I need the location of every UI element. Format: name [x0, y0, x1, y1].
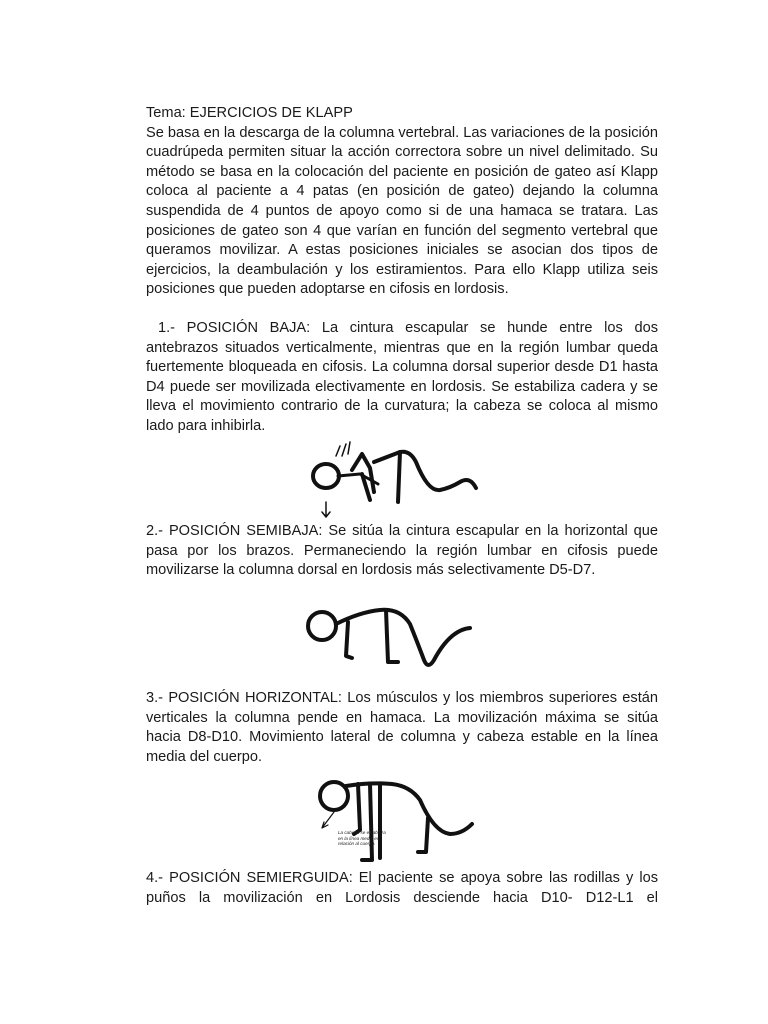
figure-posicion-baja: [300, 440, 510, 520]
figure-caption-note: La cabeza se estabiliza en la línea media en relación al cuerpo.: [338, 830, 386, 847]
intro-block: [146, 104, 658, 300]
figure-posicion-horizontal: [300, 772, 490, 868]
document-title: Tema: EJERCICIOS DE KLAPP: [146, 105, 353, 121]
section-1-paragraph: 1.- POSICIÓN BAJA: La cintura escapular se hunde entre los dos antebrazos situados verticalmente, mientras que en la región lumbar queda fuertemente bloqueada en cifosis. La columna dorsal superior desde D1 hasta D4 puede ser movilizada electivamente en lordosis. Se estabiliza cadera y se lleva el movimiento contrario de la curvatura; la cabeza se coloca al mismo lado para inhibirla.: [146, 320, 658, 434]
section-3-paragraph: 3.- POSICIÓN HORIZONTAL: Los músculos y los miembros superiores están verticales la columna pende en hamaca. La movilización máxima se sitúa hacia D8-D10. Movimiento lateral de columna y cabeza estable en la línea media del cuerpo.: [146, 690, 658, 765]
section-4-paragraph: 4.- POSICIÓN SEMIERGUIDA: El paciente se apoya sobre las rodillas y los puños la movilización en Lordosis desciende hacia D10- D12-L1 el: [146, 870, 658, 906]
figure-posicion-semibaja: [300, 600, 500, 680]
intro-paragraph: Se basa en la descarga de la columna vertebral. Las variaciones de la posición cuadrúpeda permiten situar la acción correctora sobre un nivel delimitado. Su método se basa en la colocación del paciente en posición de gateo así Klapp coloca al paciente a 4 patas (en posición de gateo) dejando la columna suspendida de 4 puntos de apoyo como si de una hamaca se tratara. Las posiciones de gateo son 4 que varían en función del segmento vertebral que queramos movilizar. A estas posiciones iniciales se asocian dos tipos de ejercicios, la deambulación y los estiramientos. Para ello Klapp utiliza seis posiciones que pueden adoptarse en cifosis en lordosis.: [146, 124, 658, 298]
section-2-paragraph: 2.- POSICIÓN SEMIBAJA: Se sitúa la cintura escapular en la horizontal que pasa por los brazos. Permaneciendo la región lumbar en cifosis puede movilizarse la columna dorsal en lordosis más selectivamente D5-D7.: [146, 523, 658, 579]
